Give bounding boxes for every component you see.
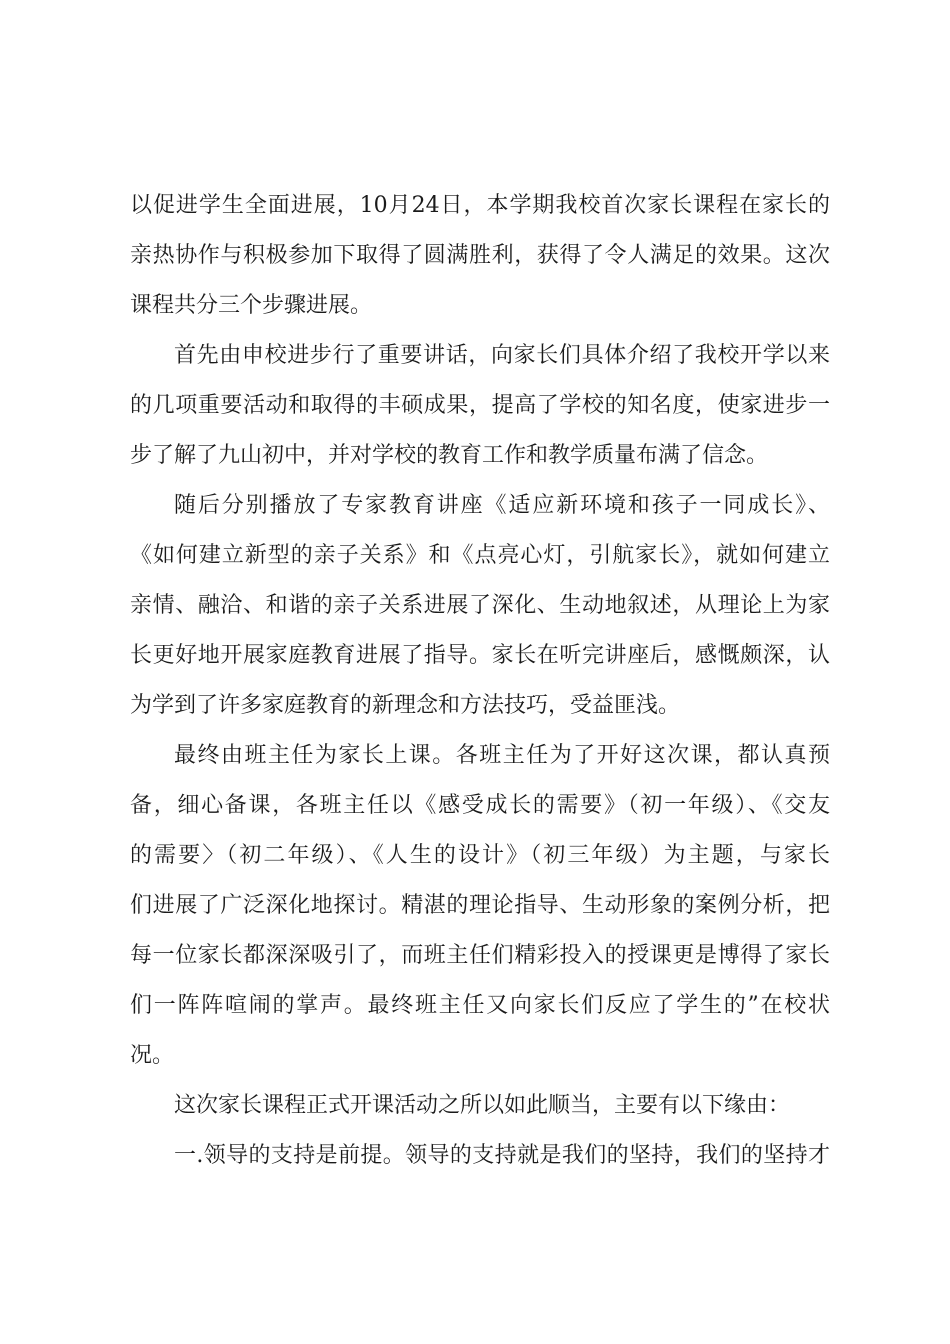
- paragraph-4-line-6: 们一阵阵喧闹的掌声。最终班主任又向家长们反应了学生的”在校状: [130, 993, 830, 1018]
- paragraph-1-line-3: 课程共分三个步骤进展。: [130, 293, 373, 318]
- paragraph-2-line-2: 的几项重要活动和取得的丰硕成果，提高了学校的知名度，使家进步一: [130, 393, 830, 418]
- paragraph-3-line-5: 为学到了许多家庭教育的新理念和方法技巧，受益匪浅。: [130, 693, 681, 718]
- paragraph-4-line-5: 每一位家长都深深吸引了，而班主任们精彩投入的授课更是博得了家长: [130, 943, 830, 968]
- paragraph-3-line-2: 《如何建立新型的亲子关系》和《点亮心灯，引航家长》，就如何建立: [130, 543, 830, 568]
- paragraph-2-line-3: 步了解了九山初中，并对学校的教育工作和教学质量布满了信念。: [130, 443, 769, 468]
- paragraph-3-line-3: 亲情、融洽、和谐的亲子关系进展了深化、生动地叙述，从理论上为家: [130, 593, 830, 618]
- paragraph-3-line-4: 长更好地开展家庭教育进展了指导。家长在听完讲座后，感慨颇深，认: [130, 643, 830, 668]
- paragraph-4-line-2: 备，细心备课，各班主任以《感受成长的需要》（初一年级）、《交友: [130, 793, 830, 818]
- paragraph-4-line-1: 最终由班主任为家长上课。各班主任为了开好这次课，都认真预: [174, 743, 830, 768]
- paragraph-5-line-1: 这次家长课程正式开课活动之所以如此顺当，主要有以下缘由：: [174, 1093, 791, 1118]
- paragraph-1-line-1: 以促进学生全面进展，10月24日，本学期我校首次家长课程在家长的: [130, 193, 830, 218]
- paragraph-4-line-3: 的需要〉（初二年级）、《人生的设计》（初三年级）为主题，与家长: [130, 843, 830, 868]
- paragraph-4-line-4: 们进展了广泛深化地探讨。精湛的理论指导、生动形象的案例分析，把: [130, 893, 830, 918]
- paragraph-3-line-1: 随后分别播放了专家教育讲座《适应新环境和孩子一同成长》、: [174, 493, 830, 518]
- paragraph-1-line-2: 亲热协作与积极参加下取得了圆满胜利，获得了令人满足的效果。这次: [130, 243, 830, 268]
- paragraph-2-line-1: 首先由申校进步行了重要讲话，向家长们具体介绍了我校开学以来: [174, 343, 830, 368]
- paragraph-6-line-1: 一.领导的支持是前提。领导的支持就是我们的坚持，我们的坚持才: [174, 1143, 830, 1168]
- paragraph-4-line-7: 况。: [130, 1043, 175, 1068]
